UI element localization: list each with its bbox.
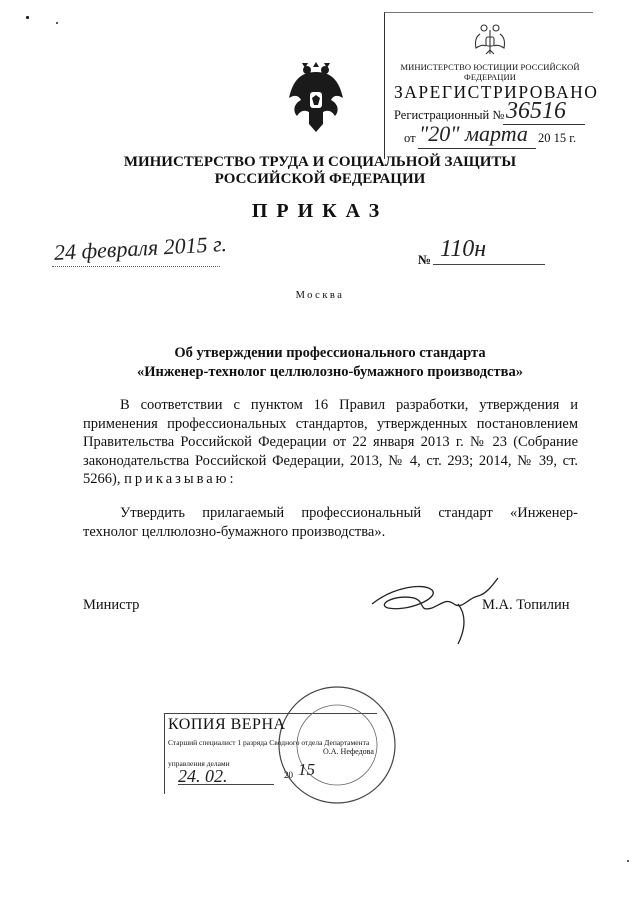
- signer-name: М.А. Топилин: [482, 597, 570, 613]
- registration-number: 36516: [506, 98, 566, 124]
- handwritten-signature-icon: [362, 568, 502, 648]
- order-number-underline: [433, 264, 545, 265]
- number-sign: №: [418, 252, 432, 267]
- registration-date-underline: [418, 148, 536, 149]
- registration-number-label: Регистрационный №: [394, 108, 505, 122]
- registration-date: "20" марта: [419, 121, 528, 146]
- paragraph-approval: Утвердить прилагаемый профессиональный стандарт «Инженер-технолог целлюлозно-бумажного производства».: [83, 505, 578, 540]
- order-date: 24 февраля 2015 г.: [53, 230, 228, 265]
- copy-stamp-date: 24. 02.: [178, 766, 228, 786]
- subject-line-1: Об утверждении профессионального стандарта: [174, 345, 486, 361]
- order-subject: [80, 344, 580, 382]
- copy-stamp-year-prefix: 20: [284, 770, 293, 780]
- subject-line-2: «Инженер-технолог целлюлозно-бумажного производства»: [137, 364, 523, 380]
- order-title: ПРИКАЗ: [251, 200, 389, 222]
- city: Москва: [295, 290, 345, 301]
- registration-ministry: МИНИСТЕРСТВО ЮСТИЦИИ РОССИЙСКОЙ ФЕДЕРАЦИИ: [400, 62, 580, 82]
- registration-title: ЗАРЕГИСТРИРОВАНО: [394, 82, 599, 102]
- registration-year: 20 15 г.: [538, 131, 577, 145]
- scan-speck: [56, 22, 58, 24]
- copy-stamp-title: КОПИЯ ВЕРНА: [168, 716, 286, 733]
- order-word: приказываю:: [124, 471, 237, 487]
- copy-stamp-year: 15: [298, 760, 315, 779]
- eagle-emblem-icon: [470, 20, 510, 60]
- order-number: 110н: [440, 236, 487, 262]
- copy-stamp-signer: О.А. Нефедова: [323, 747, 374, 756]
- scan-speck: [26, 16, 29, 19]
- scan-speck: [627, 860, 629, 862]
- coat-of-arms-icon: [283, 58, 349, 136]
- signer-position: Министр: [83, 597, 140, 613]
- copy-stamp-position: Старший специалист 1 разряда Сводного отдела Департамента: [168, 738, 370, 747]
- copy-date-underline: [178, 784, 274, 785]
- paragraph-preamble: [83, 396, 578, 489]
- order-date-underline: [52, 266, 220, 267]
- preamble-text: В соответствии с пунктом 16 Правил разработки, утверждения и применения профессиональных стандартов, утвержденных постановлением Правительства Российской Федерации от 22 января 2013 г. № 23 (Собрание законодательства Российской Федерации, 2013, № 4, ст. 293; 2014, № 39, ст. 5266),: [83, 397, 578, 487]
- copy-stamp-department: управления делами: [168, 759, 230, 768]
- ministry-name: МИНИСТЕРСТВО ТРУДА И СОЦИАЛЬНОЙ ЗАЩИТЫ РОССИЙСКОЙ ФЕДЕРАЦИИ: [123, 154, 517, 187]
- registration-date-prefix: от: [404, 131, 416, 145]
